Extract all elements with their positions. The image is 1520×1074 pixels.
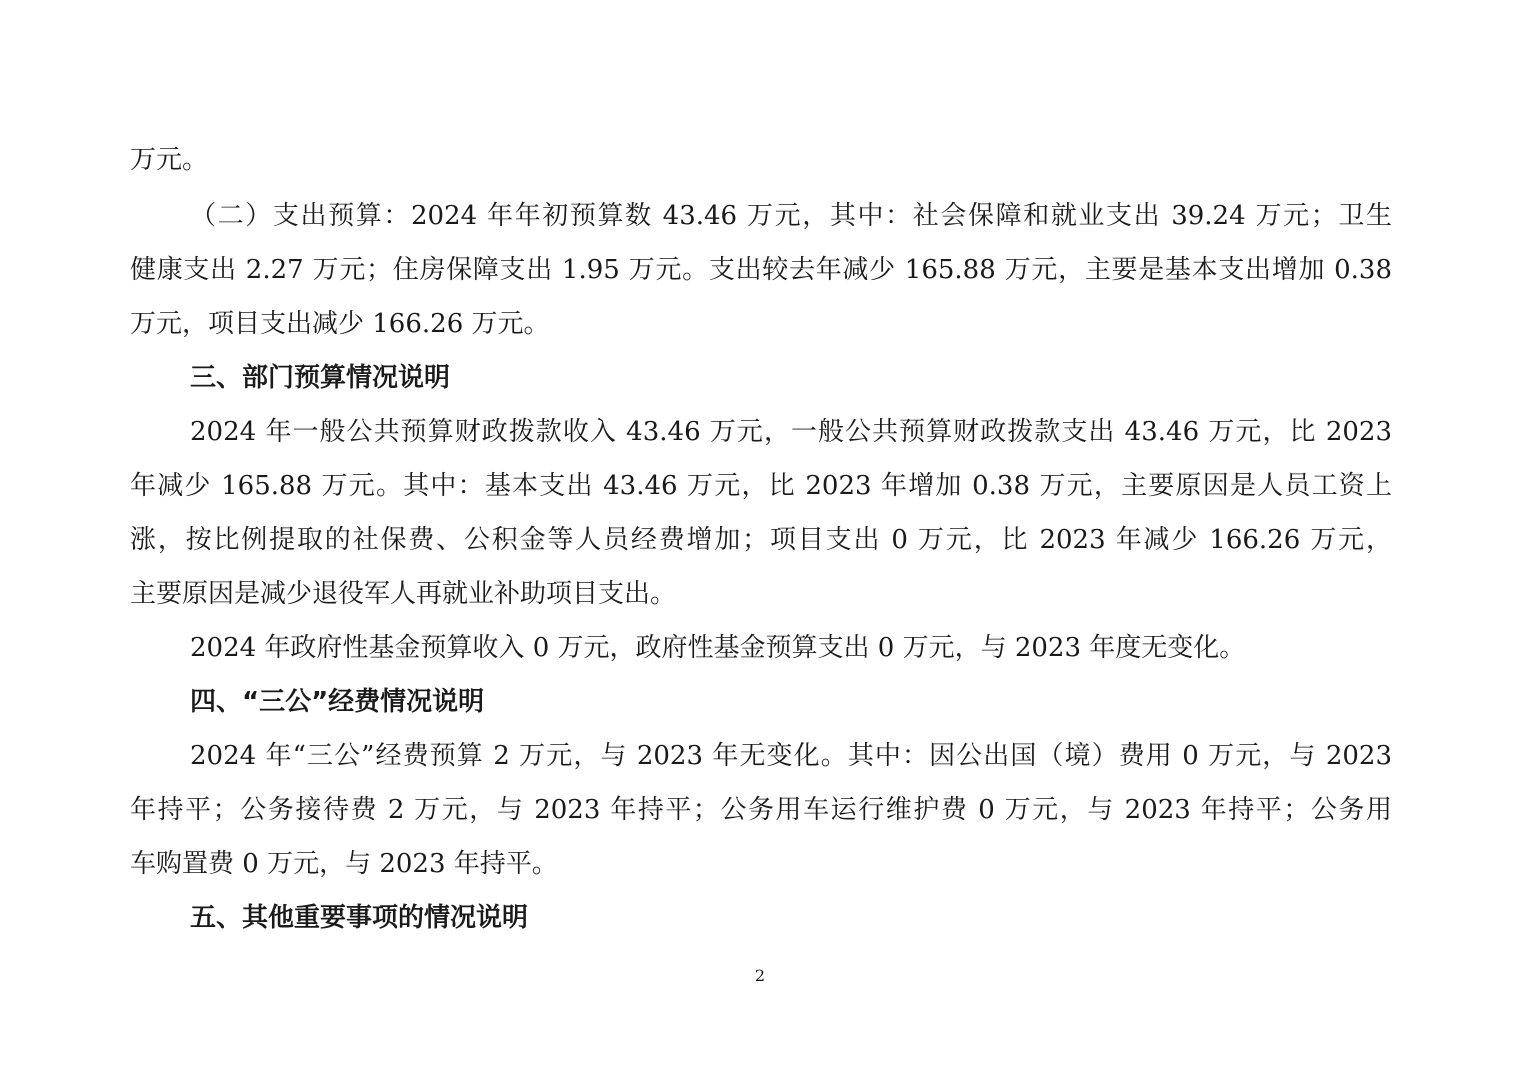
text-line-9: 主要原因是减少退役军人再就业补助项目支出。 bbox=[130, 579, 677, 609]
text-line-14: 车购置费 0 万元，与 2023 年持平。 bbox=[130, 849, 558, 879]
text-line-13: 年持平；公务接待费 2 万元，与 2023 年持平；公务用车运行维护费 0 万元，与 2023 年持平；公务用 bbox=[130, 795, 1392, 825]
text-line-12: 2024 年“三公”经费预算 2 万元，与 2023 年无变化。其中：因公出国（境）费用 0 万元，与 2023 bbox=[190, 741, 1392, 771]
page-number: 2 bbox=[754, 966, 766, 985]
text-line-expenditure-budget: （二）支出预算：2024 年年初预算数 43.46 万元，其中：社会保障和就业支出 39.24 万元；卫生 bbox=[190, 201, 1392, 231]
section-heading-other-matters: 五、其他重要事项的情况说明 bbox=[190, 903, 529, 933]
section-heading-three-public-expenses: 四、“三公”经费情况说明 bbox=[190, 687, 485, 717]
text-line-1: 万元。 bbox=[130, 145, 209, 175]
text-line-8: 涨，按比例提取的社保费、公积金等人员经费增加；项目支出 0 万元，比 2023 年减少 166.26 万元， bbox=[130, 525, 1392, 555]
text-line-government-fund: 2024 年政府性基金预算收入 0 万元，政府性基金预算支出 0 万元，与 2023 年度无变化。 bbox=[190, 633, 1246, 663]
text-line-7: 年减少 165.88 万元。其中：基本支出 43.46 万元，比 2023 年增加 0.38 万元，主要原因是人员工资上 bbox=[130, 471, 1392, 501]
section-heading-department-budget: 三、部门预算情况说明 bbox=[190, 363, 451, 393]
text-line-3: 健康支出 2.27 万元；住房保障支出 1.95 万元。支出较去年减少 165.88 万元，主要是基本支出增加 0.38 bbox=[130, 255, 1392, 285]
text-line-4: 万元，项目支出减少 166.26 万元。 bbox=[130, 309, 550, 339]
text-line-6: 2024 年一般公共预算财政拨款收入 43.46 万元，一般公共预算财政拨款支出 43.46 万元，比 2023 bbox=[190, 417, 1392, 447]
